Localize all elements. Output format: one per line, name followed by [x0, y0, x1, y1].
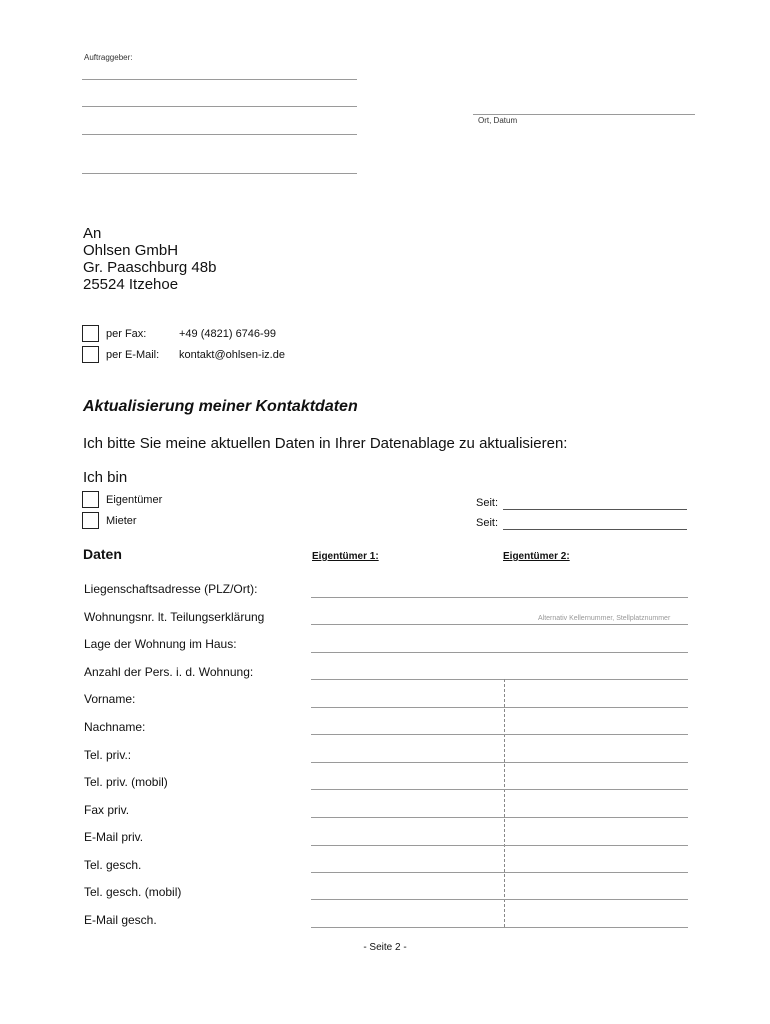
recipient-line-4: 25524 Itzehoe — [83, 276, 179, 293]
field-label-mobile-business: Tel. gesch. (mobil) — [84, 885, 182, 899]
tenant-since-field[interactable] — [503, 529, 687, 530]
sender-line-2[interactable] — [82, 106, 357, 107]
owner-2-column-header: Eigentümer 2: — [503, 551, 570, 562]
place-date-line[interactable] — [473, 114, 695, 115]
intro-text: Ich bitte Sie meine aktuellen Daten in Ihrer Datenablage zu aktualisieren: — [83, 435, 568, 452]
owner-label: Eigentümer — [106, 494, 163, 506]
email-checkbox[interactable] — [82, 346, 99, 363]
sender-label: Auftraggeber: — [84, 53, 133, 62]
page-number: - Seite 2 - — [363, 942, 407, 953]
data-heading: Daten — [83, 546, 122, 562]
field-label-phone-private: Tel. priv.: — [84, 748, 132, 762]
field-label-address: Liegenschaftsadresse (PLZ/Ort): — [84, 582, 258, 596]
field-label-location: Lage der Wohnung im Haus: — [84, 637, 237, 651]
sender-line-3[interactable] — [82, 134, 357, 135]
field-mobile-private-line[interactable] — [311, 789, 688, 790]
field-label-persons: Anzahl der Pers. i. d. Wohnung: — [84, 665, 254, 679]
field-email-business-line[interactable] — [311, 927, 688, 928]
field-email-private-line[interactable] — [311, 845, 688, 846]
field-persons-line[interactable] — [311, 679, 688, 680]
field-phone-business-line[interactable] — [311, 872, 688, 873]
recipient-line-1: An — [83, 225, 102, 242]
field-label-lastname: Nachname: — [84, 720, 146, 734]
field-label-email-private: E-Mail priv. — [84, 830, 144, 844]
fax-number: +49 (4821) 6746-99 — [179, 328, 276, 340]
field-location-line[interactable] — [311, 652, 688, 653]
field-phone-private-line[interactable] — [311, 762, 688, 763]
field-address-line[interactable] — [311, 597, 688, 598]
field-mobile-business-line[interactable] — [311, 899, 688, 900]
recipient-address — [83, 225, 216, 293]
field-lastname-line[interactable] — [311, 734, 688, 735]
ich-bin-label: Ich bin — [83, 469, 128, 486]
owner-since-label: Seit: — [476, 497, 499, 509]
field-label-email-business: E-Mail gesch. — [84, 913, 157, 927]
tenant-checkbox[interactable] — [82, 512, 99, 529]
recipient-line-3: Gr. Paaschburg 48b — [83, 259, 217, 276]
owner-checkbox[interactable] — [82, 491, 99, 508]
field-unit-line[interactable] — [311, 624, 688, 625]
email-label: per E-Mail: — [106, 349, 160, 361]
field-fax-private-line[interactable] — [311, 817, 688, 818]
field-label-unit: Wohnungsnr. lt. Teilungserklärung — [84, 610, 265, 624]
field-label-phone-business: Tel. gesch. — [84, 858, 142, 872]
tenant-since-label: Seit: — [476, 517, 499, 529]
email-address: kontakt@ohlsen-iz.de — [179, 349, 285, 361]
place-date-label: Ort, Datum — [478, 116, 518, 125]
page-title: Aktualisierung meiner Kontaktdaten — [83, 398, 358, 415]
tenant-label: Mieter — [106, 515, 137, 527]
field-label-mobile-private: Tel. priv. (mobil) — [84, 775, 168, 789]
field-label-fax-private: Fax priv. — [84, 803, 130, 817]
column-separator — [504, 679, 505, 927]
fax-checkbox[interactable] — [82, 325, 99, 342]
field-label-firstname: Vorname: — [84, 692, 136, 706]
recipient-line-2: Ohlsen GmbH — [83, 242, 179, 259]
sender-line-4[interactable] — [82, 173, 357, 174]
field-firstname-line[interactable] — [311, 707, 688, 708]
sender-line-1[interactable] — [82, 79, 357, 80]
unit-hint: Alternativ Kellernummer, Stellplatznummer — [538, 615, 671, 622]
owner-since-field[interactable] — [503, 509, 687, 510]
owner-1-column-header: Eigentümer 1: — [312, 551, 379, 562]
fax-label: per Fax: — [106, 328, 147, 340]
